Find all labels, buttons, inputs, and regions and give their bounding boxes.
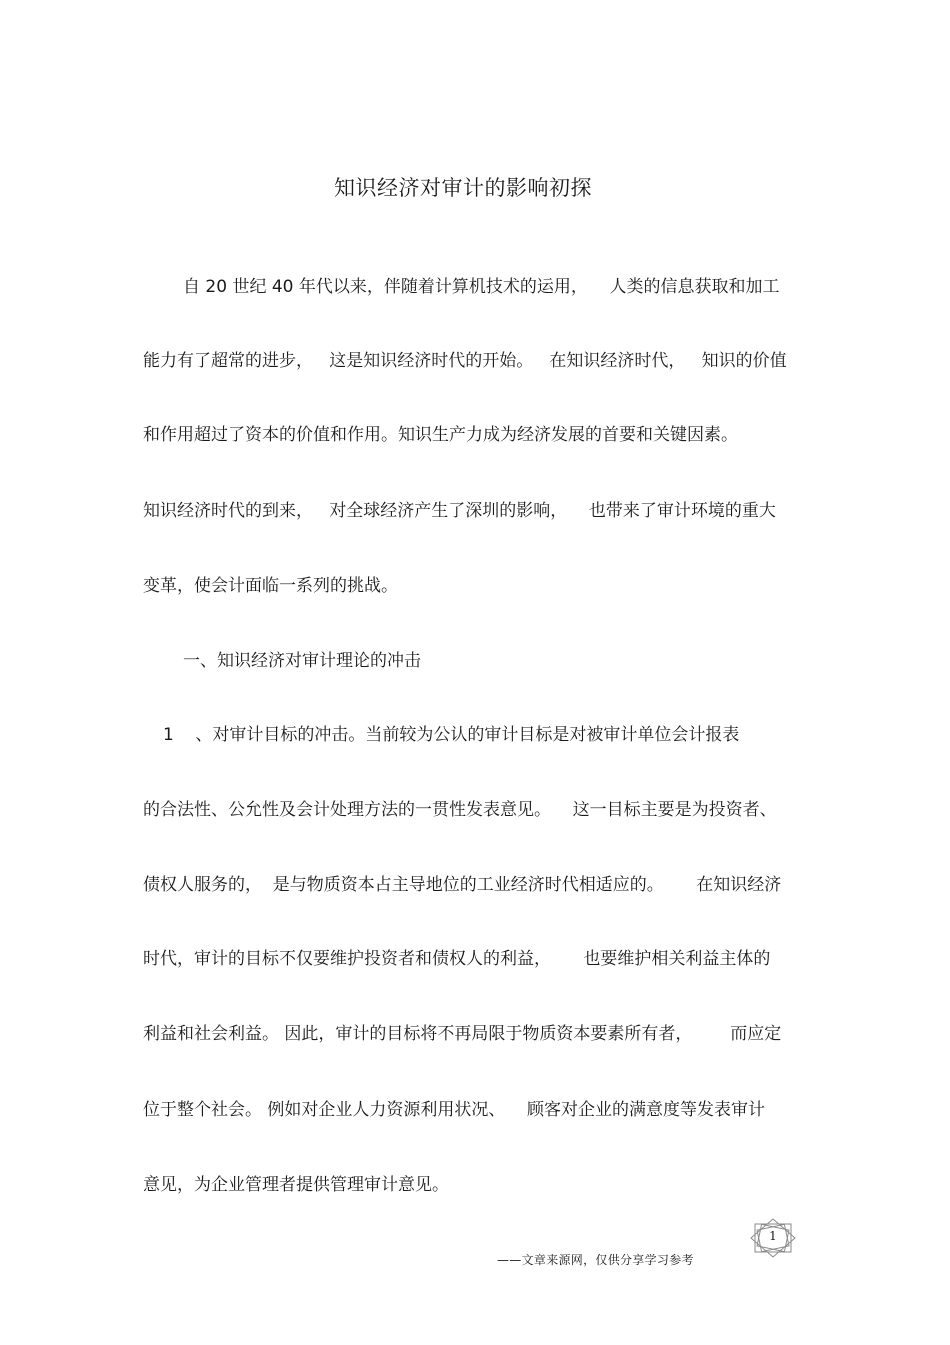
page-number: 1 [769,1229,777,1243]
body-line: 知识经济时代的到来， 对全球经济产生了深圳的影响， 也带来了审计环境的重大 [143,501,776,521]
body-line: 能力有了超常的进步， 这是知识经济时代的开始。 在知识经济时代， 知识的价值 [143,351,787,371]
document-title: 知识经济对审计的影响初探 [334,176,592,200]
body-line: 自 20 世纪 40 年代以来，伴随着计算机技术的运用， 人类的信息获取和加工 [183,277,780,297]
body-line: 和作用超过了资本的价值和作用。知识生产力成为经济发展的首要和关键因素。 [143,425,738,445]
footer-source-note: ——文章来源网，仅供分享学习参考 [497,1253,694,1267]
body-line: 位于整个社会。 例如对企业人力资源利用状况、 顾客对企业的满意度等发表审计 [143,1100,766,1120]
body-line: 变革，使会计面临一系列的挑战。 [143,576,398,596]
section-heading: 一、知识经济对审计理论的冲击 [183,651,421,671]
body-line: 的合法性、公允性及会计处理方法的一贯性发表意见。 这一目标主要是为投资者、 [143,800,777,820]
body-line: 债权人服务的， 是与物质资本占主导地位的工业经济时代相适应的。 在知识经济 [143,875,782,895]
body-line: 意见，为企业管理者提供管理审计意见。 [143,1175,449,1195]
body-line: 利益和社会利益。 因此，审计的目标将不再局限于物质资本要素所有者， 而应定 [143,1024,782,1044]
body-line: 1 、对审计目标的冲击。当前较为公认的审计目标是对被审计单位会计报表 [163,725,740,745]
body-line: 时代，审计的目标不仅要维护投资者和债权人的利益， 也要维护相关利益主体的 [143,949,771,969]
